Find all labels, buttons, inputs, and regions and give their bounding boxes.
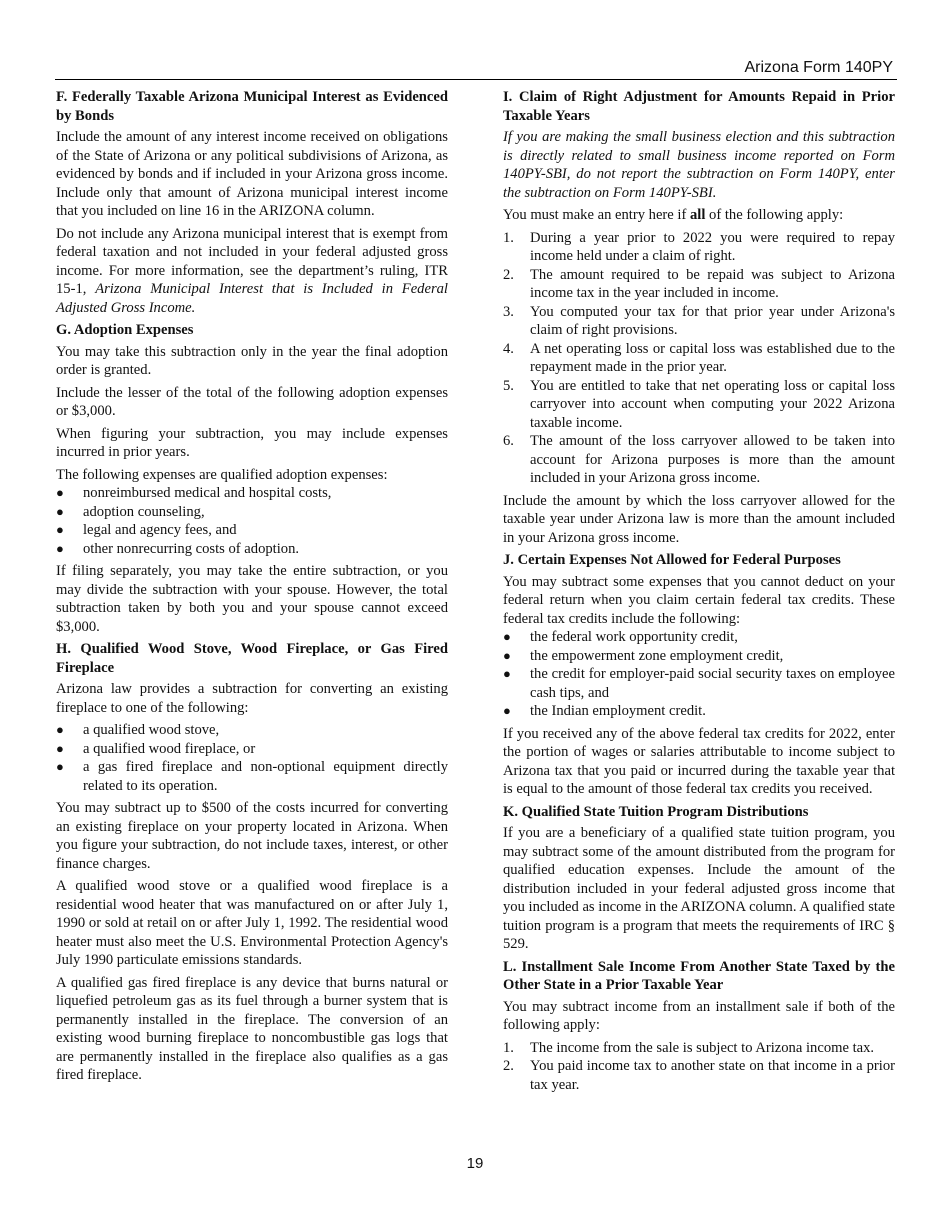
section-g [56,321,448,636]
list-item [56,503,448,522]
list-item [503,647,895,666]
section-j-paragraph-2: If you received any of the above federal tax credits for 2022, enter the portion of wages or salaries attributable to income subject to Arizona tax that you paid or incurred during the taxable year that is equal to the amount of those federal tax credits you received. [503,725,895,797]
list-item-text: other nonrecurring costs of adoption. [83,540,300,557]
list-item-text: the empowerment zone employment credit, [530,647,784,664]
list-item [503,377,895,433]
list-item-text: You are entitled to take that net operating loss or capital loss carryover into account when computing your 2022 Arizona taxable income. [530,377,895,431]
list-item-number: 3. [503,303,514,320]
list-item [503,702,895,721]
bullet-icon: ● [503,703,511,718]
ruling-title: Arizona Municipal Interest that is Included in Federal Adjusted Gross Income. [56,281,448,316]
section-j-heading: J. Certain Expenses Not Allowed for Federal Purposes [503,552,841,568]
section-i-paragraph-1-pre: You must make an entry here if [503,207,690,223]
list-item-text: The amount required to be repaid was subject to Arizona income tax in the year included in income. [530,266,895,301]
section-j [503,551,895,799]
list-item-text: adoption counseling, [83,503,205,520]
bullet-icon: ● [56,485,64,500]
list-item [503,229,895,266]
section-h [56,640,448,1085]
section-k-heading: K. Qualified State Tuition Program Distributions [503,803,809,820]
list-item [56,521,448,540]
fireplace-conversion-list [56,721,448,795]
section-g-paragraph-2: Include the lesser of the total of the following adoption expenses or $3,000. [56,384,448,419]
section-l-paragraph-1: You may subtract income from an installment sale if both of the following apply: [503,998,895,1033]
list-item [56,740,448,759]
list-item-text: You computed your tax for that prior year under Arizona's claim of right provisions. [530,303,895,338]
list-item [503,340,895,377]
list-item-number: 6. [503,433,514,449]
section-f-paragraph-2 [56,225,448,318]
section-f-heading: F. Federally Taxable Arizona Municipal Interest as Evidenced by Bonds [56,89,448,124]
section-h-paragraph-1: Arizona law provides a subtraction for converting an existing fireplace to one of the following: [56,681,448,716]
list-item-number: 2. [503,1058,514,1074]
small-business-note-text: If you are making the small business election and this subtraction is directly related to small business income reported on Form 140PY-SBI, do not report the subtraction on Form 140PY, enter the subtraction on Form 140PY-SBI. [503,129,895,201]
list-item-text: A net operating loss or capital loss was established due to the repayment made in the prior year. [530,340,895,375]
section-k [503,803,895,954]
list-item-number: 1. [503,1039,514,1056]
bullet-icon: ● [56,522,64,537]
bullet-icon: ● [503,647,511,663]
list-item [503,628,895,647]
section-f-paragraph-1: Include the amount of any interest income received on obligations of the State of Arizona or any political subdivisions of Arizona, as evidenced by bonds and if included in your Arizona gross income. Include only that amount of Arizona municipal interest income that you included on line 16 in the ARIZONA column. [56,129,448,219]
form-title: Arizona Form 140PY [744,59,893,76]
bullet-icon: ● [56,740,64,756]
list-item-number: 4. [503,340,514,357]
list-item-text: The amount of the loss carryover allowed to be taken into account for Arizona purposes is more than the amount included in your Arizona gross income. [530,433,895,486]
list-item-text: a gas fired fireplace and non-optional equipment directly related to its operation. [83,759,448,794]
emphasis-all: all [689,207,706,223]
section-g-paragraph-5: If filing separately, you may take the entire subtraction, or you may divide the subtraction with your spouse. However, the total subtraction taken by both you and your spouse cannot exceed $3,000. [56,563,448,635]
list-item-text: nonreimbursed medical and hospital costs, [83,485,332,501]
bullet-icon: ● [56,540,64,556]
section-f [56,88,448,317]
section-i-heading: I. Claim of Right Adjustment for Amounts Repaid in Prior Taxable Years [503,89,895,124]
section-g-heading: G. Adoption Expenses [56,322,194,338]
claim-of-right-conditions [503,229,895,488]
list-item-text: legal and agency fees, and [83,522,237,538]
right-column [503,88,895,1098]
list-item-text: the Indian employment credit. [530,703,706,719]
list-item [503,266,895,303]
section-i [503,88,895,547]
section-l-heading: L. Installment Sale Income From Another State Taxed by the Other State in a Prior Taxable Year [503,958,895,993]
list-item-text: the federal work opportunity credit, [530,629,738,645]
list-item-text: The income from the sale is subject to Arizona income tax. [530,1039,875,1056]
list-item-text: a qualified wood fireplace, or [83,740,256,757]
list-item-text: the credit for employer-paid social security taxes on employee cash tips, and [530,666,895,701]
bullet-icon: ● [503,666,511,681]
page-number: 19 [466,1155,484,1172]
section-i-paragraph-1-post: of the following apply: [705,207,844,223]
list-item [503,1039,895,1058]
section-j-paragraph-1: You may subtract some expenses that you cannot deduct on your federal return when you claim certain federal tax credits. These federal tax credits include the following: [503,573,895,627]
section-g-paragraph-3: When figuring your subtraction, you may include expenses incurred in prior years. [56,425,448,460]
list-item-number: 2. [503,266,514,283]
list-item [56,484,448,503]
list-item [56,758,448,795]
section-h-paragraph-4: A qualified gas fired fireplace is any device that burns natural or liquefied petroleum gas as its fuel through a burner system that is permanently installed in the fireplace. The conversion of an existing wood burning fireplace to noncombustible gas logs that are permanently installed in the fireplace also qualifies as a gas fired fireplace. [56,974,448,1083]
bullet-icon: ● [56,722,64,737]
list-item-number: 1. [503,229,514,246]
section-k-paragraph-1: If you are a beneficiary of a qualified state tuition program, you may subtract some of the amount distributed from the program for qualified education expenses. Include the amount of the distribution included in your federal adjusted gross income that you included as income in the ARIZONA column. A qualified state tuition program is a program that meets the requirements of IRC § 529. [503,825,895,952]
list-item [503,665,895,702]
list-item [503,432,895,488]
section-i-paragraph-2: Include the amount by which the loss carryover allowed for the taxable year under Arizona law is more than the amount included in your Arizona gross income. [503,492,895,546]
section-i-paragraph-1 [503,206,895,225]
section-l [503,958,895,1095]
list-item [56,540,448,559]
section-g-paragraph-1: You may take this subtraction only in the year the final adoption order is granted. [56,343,448,378]
list-item-number: 5. [503,377,514,394]
bullet-icon: ● [503,629,511,644]
list-item-text: a qualified wood stove, [83,722,220,738]
list-item [56,721,448,740]
section-h-heading: H. Qualified Wood Stove, Wood Fireplace, or Gas Fired Fireplace [56,641,448,676]
section-f-paragraph-2-text: Do not include any Arizona municipal interest that is exempt from federal taxation and not included in your federal adjusted gross income. For more information, see the department’s ruling, ITR 15-1, [56,225,448,297]
section-h-paragraph-2: You may subtract up to $500 of the costs incurred for converting an existing fireplace on your property located in Arizona. When you figure your subtraction, do not include taxes, interest, or other finance charges. [56,800,448,872]
bullet-icon: ● [56,759,64,774]
bullet-icon: ● [56,503,64,519]
left-column [56,88,448,1089]
header-rule [55,79,897,80]
small-business-note [503,128,895,202]
federal-credit-list [503,628,895,721]
installment-sale-conditions [503,1039,895,1095]
section-g-paragraph-4: The following expenses are qualified adoption expenses: [56,466,388,483]
list-item-text: During a year prior to 2022 you were required to repay income held under a claim of right. [530,229,895,264]
list-item [503,1057,895,1094]
section-h-paragraph-3: A qualified wood stove or a qualified wood fireplace is a residential wood heater that was manufactured on or after July 1, 1990 or sold at retail on or after July 1, 1992. The residential wood heater must also meet the U.S. Environmental Protection Agency's July 1990 particulate emissions standards. [56,878,448,968]
list-item [503,303,895,340]
adoption-expense-list [56,484,448,558]
list-item-text: You paid income tax to another state on that income in a prior tax year. [530,1058,895,1093]
